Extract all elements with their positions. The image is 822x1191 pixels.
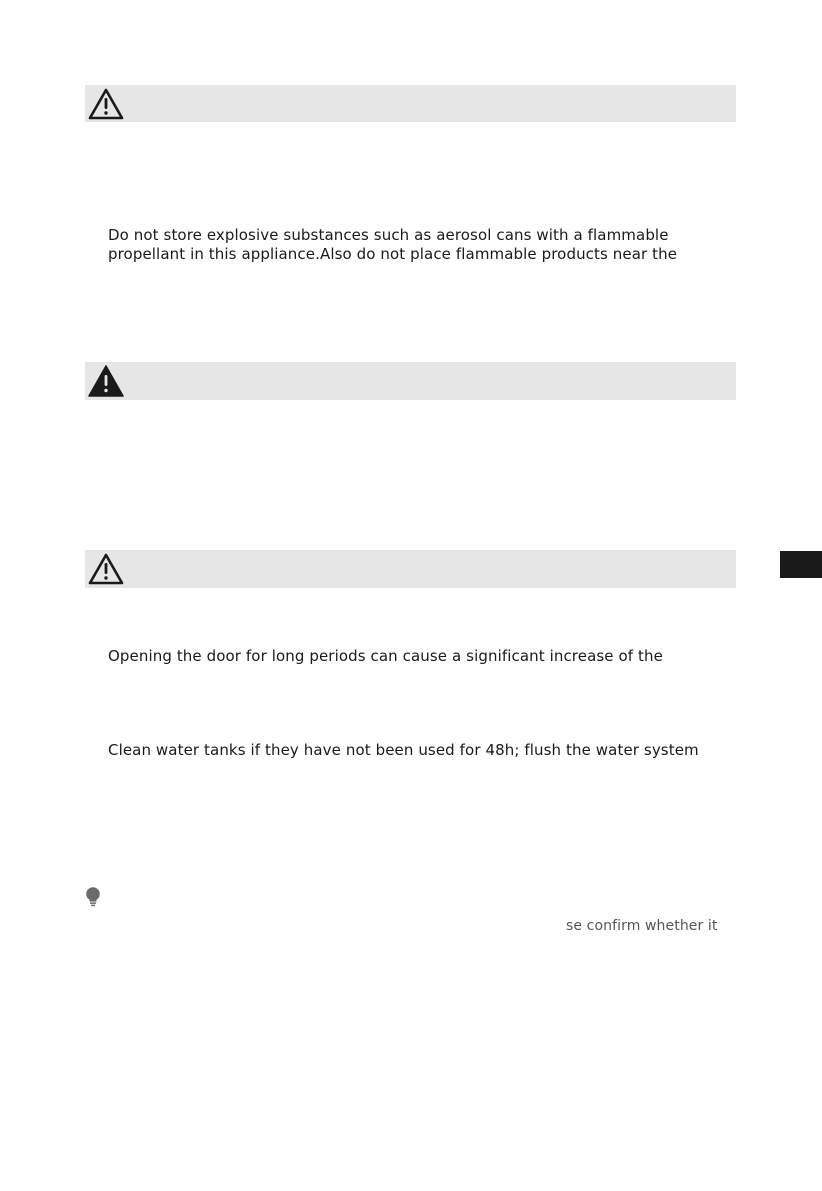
lightbulb-icon (84, 887, 102, 907)
warning-bar-2 (85, 362, 736, 400)
water-tanks-line: Clean water tanks if they have not been used for 48h; flush the water system (108, 741, 699, 759)
warning-bar-3 (85, 550, 736, 588)
warning-outline-icon (87, 552, 125, 586)
explosive-substances-line-2: propellant in this appliance.Also do not place flammable products near the (108, 245, 678, 263)
tip-text-fragment: se confirm whether it (566, 918, 718, 934)
door-open-line: Opening the door for long periods can cause a significant increase of the (108, 647, 663, 665)
warning-filled-icon (87, 364, 125, 398)
side-tab-marker (780, 551, 822, 578)
warning-outline-icon (87, 87, 125, 121)
warning-bar-1 (85, 85, 736, 122)
explosive-substances-line-1: Do not store explosive substances such as aerosol cans with a flammable (108, 226, 669, 244)
